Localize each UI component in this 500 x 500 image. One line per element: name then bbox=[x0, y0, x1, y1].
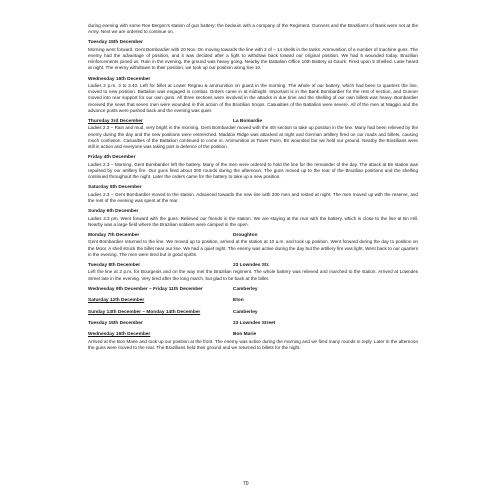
entry bbox=[88, 332, 418, 351]
entry-body: Ladies 2.3 – Morning. Gent Bombardier left the battery. Many of the men were ordered to hold the line for the remainder of the day. The attack at Bn station was repulsed by our artillery fire. Our guns fired about 300 rounds during the afternoon. The guns moved up to the rear of the Brazilian positions and the shelling continued throughout the night. Later the orders came for the battery to take up a new position. bbox=[88, 161, 418, 180]
entry-body: Ladies 2.3 pm. Went forward with the guns. Relieved our friends in the station. We are staying at the rear with the battery, which is close to the line at Bn Hill. Nearby was a large field where the Brazilian soldiers were camped in the open. bbox=[88, 215, 418, 227]
entry bbox=[88, 287, 418, 298]
entry-date: Sunday 13th December – Monday 14th December bbox=[88, 309, 201, 315]
entry-place: Camberley bbox=[233, 309, 258, 315]
entry-body: Morning went forward. Gent Bombardier with 20 Nov. On moving towards the line with 2 of – 14 shells in the tanks. Ammunition of a number of machine guns. The enemy had the advantage of position, and it was decided after a fight to withdraw back toward our original position. We had 5 wounded today. Brazilian reinforcements joined us. Rain in the evening, the ground was heavy going. Nearby the Battalion Office 10th Battery at Gaurk. Fired upon 5 Shelled. Later heard at night. The enemy withdrawn to their position, we took up our position along line 10. bbox=[88, 46, 418, 71]
entry-date: Wednesday 16th December bbox=[88, 332, 151, 338]
entry bbox=[88, 321, 418, 332]
lead-paragraph: during evening with some Ree Bergen's station of gun battery; the bedouin with a company of the Regiment. Gunners and the Brazilian's of Bank were not at the Army. Next we are ordered to continue on. bbox=[88, 23, 418, 35]
entry bbox=[88, 298, 418, 309]
entry-body: Gent Bombardier returned to the line. We moved up to position, arrived at the station at 10 a.m. and took up position. Went forward during the day to position on the Moor. A shell struck the billet near our line. We had a quiet night. The enemy was active during the day but the artillery fire was light. Went back to our quarters in the evening. The men were tired but in good spirits. bbox=[88, 239, 418, 257]
entry-body: Left the line at 2 p.m. for Bourgeois and on the way met the Brazilian regiment. The whole battery was relieved and marched to the station. Arrived at Lowndes Street late in the evening. Very tired after the long march, but glad to be back at the billet. bbox=[88, 269, 418, 281]
entry-body: Ladies 2 p.m. 3 to 3.40. Left for billet at Lower Regrau & ammunition on guard in the morning. The whole of our battery, which had been to quarters the line, moved to new position. Battalion was engaged in combat. Orders came in at midnight. Important is in the Bank Bombardier for the rest of section, and Gunner moved into rear support for our own guns. All three sections were involved in the attacks in due time and the shelling of our own billets was heavy. Bombardier received the news that seven men were wounded in this action of the Brazilian troops. Casualties of the Battalion were severe. All of the men at Maggio and the advance posts were pushed back and the evening was quiet. bbox=[88, 83, 418, 113]
entry bbox=[88, 155, 418, 185]
entry-place: Camberley bbox=[233, 286, 258, 292]
entry-date: Thursday 3rd December bbox=[88, 119, 143, 125]
entry-date: Saturday 5th December bbox=[88, 185, 142, 191]
entry-date: Saturday 12th December bbox=[88, 298, 145, 304]
entry-place: 23 Lowndes Street bbox=[233, 320, 276, 326]
entry-body: Ladies 2.3 – Gent Bombardier moved to the station. Advanced towards the new line with 200 men and rested at night. The men moved up with the reserve, and the rest of the evening was spent at the rear. bbox=[88, 191, 418, 203]
entry bbox=[88, 77, 418, 119]
entry-place: Eton bbox=[233, 298, 244, 304]
entry bbox=[88, 119, 418, 155]
entry bbox=[88, 40, 418, 76]
entry-body: Ladies 2.3 – Rain and mud, very bright in the morning. Gent Bombardier moved with the 4th section to take up position in the line. Many had been relieved by the enemy during the day and the new positions were entrenched. Maddox Ridge was attacked at night and German artillery fired on our roads and billets, causing much confusion. Casualties of the Battalion continued to come in. Ammunition at Tower Farm, Bn wounded but we held our ground. Nearby the Brazilians were still in action and everyone was taking part in defence of the position. bbox=[88, 125, 418, 150]
entry-date: Tuesday 15th December bbox=[88, 40, 143, 46]
document-body bbox=[88, 23, 418, 351]
entry-place: Droughton bbox=[233, 232, 258, 238]
page-number: 70 bbox=[243, 481, 249, 487]
entry-date: Wednesday 9th December – Friday 11th December bbox=[88, 286, 203, 292]
entry bbox=[88, 263, 418, 287]
entry-place: Bon Marie bbox=[233, 332, 257, 338]
entry-date: Monday 7th December bbox=[88, 232, 140, 238]
entry-date: Tuesday 15th December bbox=[88, 320, 143, 326]
entry-date: Tuesday 8th December bbox=[88, 262, 141, 268]
entry-body: Arrived at the Bon Marie and took up our position at the front. The enemy was active during the morning and we fired many rounds in reply. Later in the afternoon the guns were moved to the rear. The Brazilians held their ground and we returned to billets for the night. bbox=[88, 338, 418, 350]
entry-place: La Bomardie bbox=[233, 119, 263, 125]
entry bbox=[88, 233, 418, 263]
entry-date: Sunday 6th December bbox=[88, 209, 139, 215]
entry bbox=[88, 209, 418, 233]
entry bbox=[88, 185, 418, 209]
entry-place: 23 Lowndes Str. bbox=[233, 262, 270, 268]
entry bbox=[88, 310, 418, 321]
entry-date: Wednesday 16th December bbox=[88, 76, 151, 82]
entry-date: Friday 4th December bbox=[88, 155, 136, 161]
